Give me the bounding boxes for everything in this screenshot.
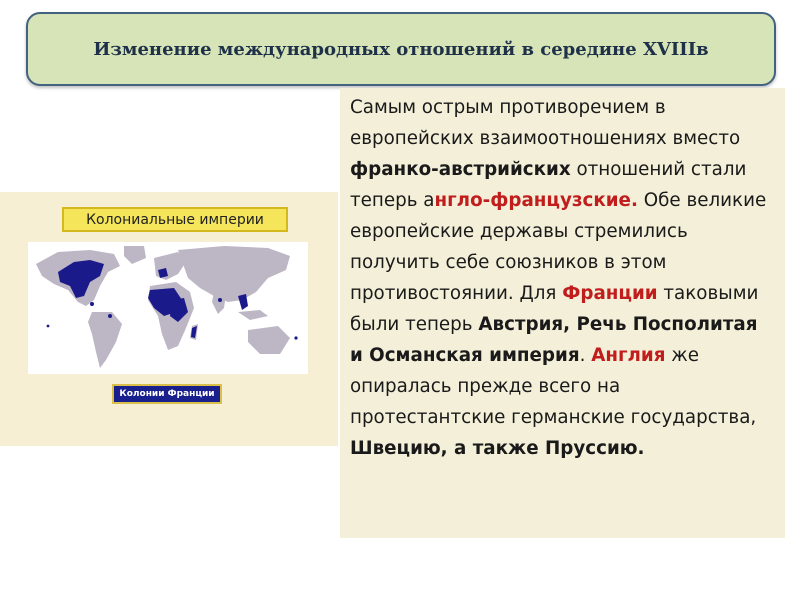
text-highlight-france: Франции [562, 283, 658, 304]
world-map-graphic [28, 242, 308, 374]
text-run: Обе великие европейские державы стремились получить себе союзников в этом противостоянии. Для [350, 190, 767, 304]
indonesia [238, 310, 268, 320]
slide-title-banner [26, 12, 776, 86]
text-panel [340, 88, 785, 538]
slide-title: Изменение международных отношений в середине XVIIIв [93, 38, 709, 60]
map-title: Колониальные империи [62, 207, 288, 232]
text-run: отношений стали теперь [350, 159, 747, 211]
asia [178, 246, 290, 302]
map-panel [0, 192, 338, 446]
text-bold-franco-austrian: франко-австрийских [350, 159, 571, 180]
text-run: Самым острым противоречием в европейских взаимоотношениях вместо [350, 97, 741, 149]
world-map [28, 242, 308, 374]
india [212, 292, 226, 314]
main-paragraph [350, 92, 775, 464]
greenland [124, 246, 146, 264]
text-highlight-england: Англия [591, 345, 666, 366]
south-america [88, 312, 122, 368]
colony-india [218, 298, 222, 302]
text-bold-allies-france: Австрия, Речь Посполитая и Османская империя [350, 314, 758, 366]
text-run: а [423, 190, 435, 211]
text-run: же опиралась прежде всего на протестантские германские государства, [350, 345, 757, 428]
colony-caribbean [90, 302, 94, 306]
text-highlight-anglo-french: нгло-французские. [434, 190, 638, 211]
text-run: таковыми были теперь [350, 283, 759, 335]
colony-guiana [108, 314, 112, 318]
colony-pacific-2 [47, 325, 50, 328]
map-caption: Колонии Франции [112, 384, 222, 404]
colony-pacific [294, 336, 297, 339]
australia [248, 326, 290, 354]
text-run: . [579, 345, 592, 366]
text-bold-allies-england: Швецию, а также Пруссию. [350, 438, 645, 459]
